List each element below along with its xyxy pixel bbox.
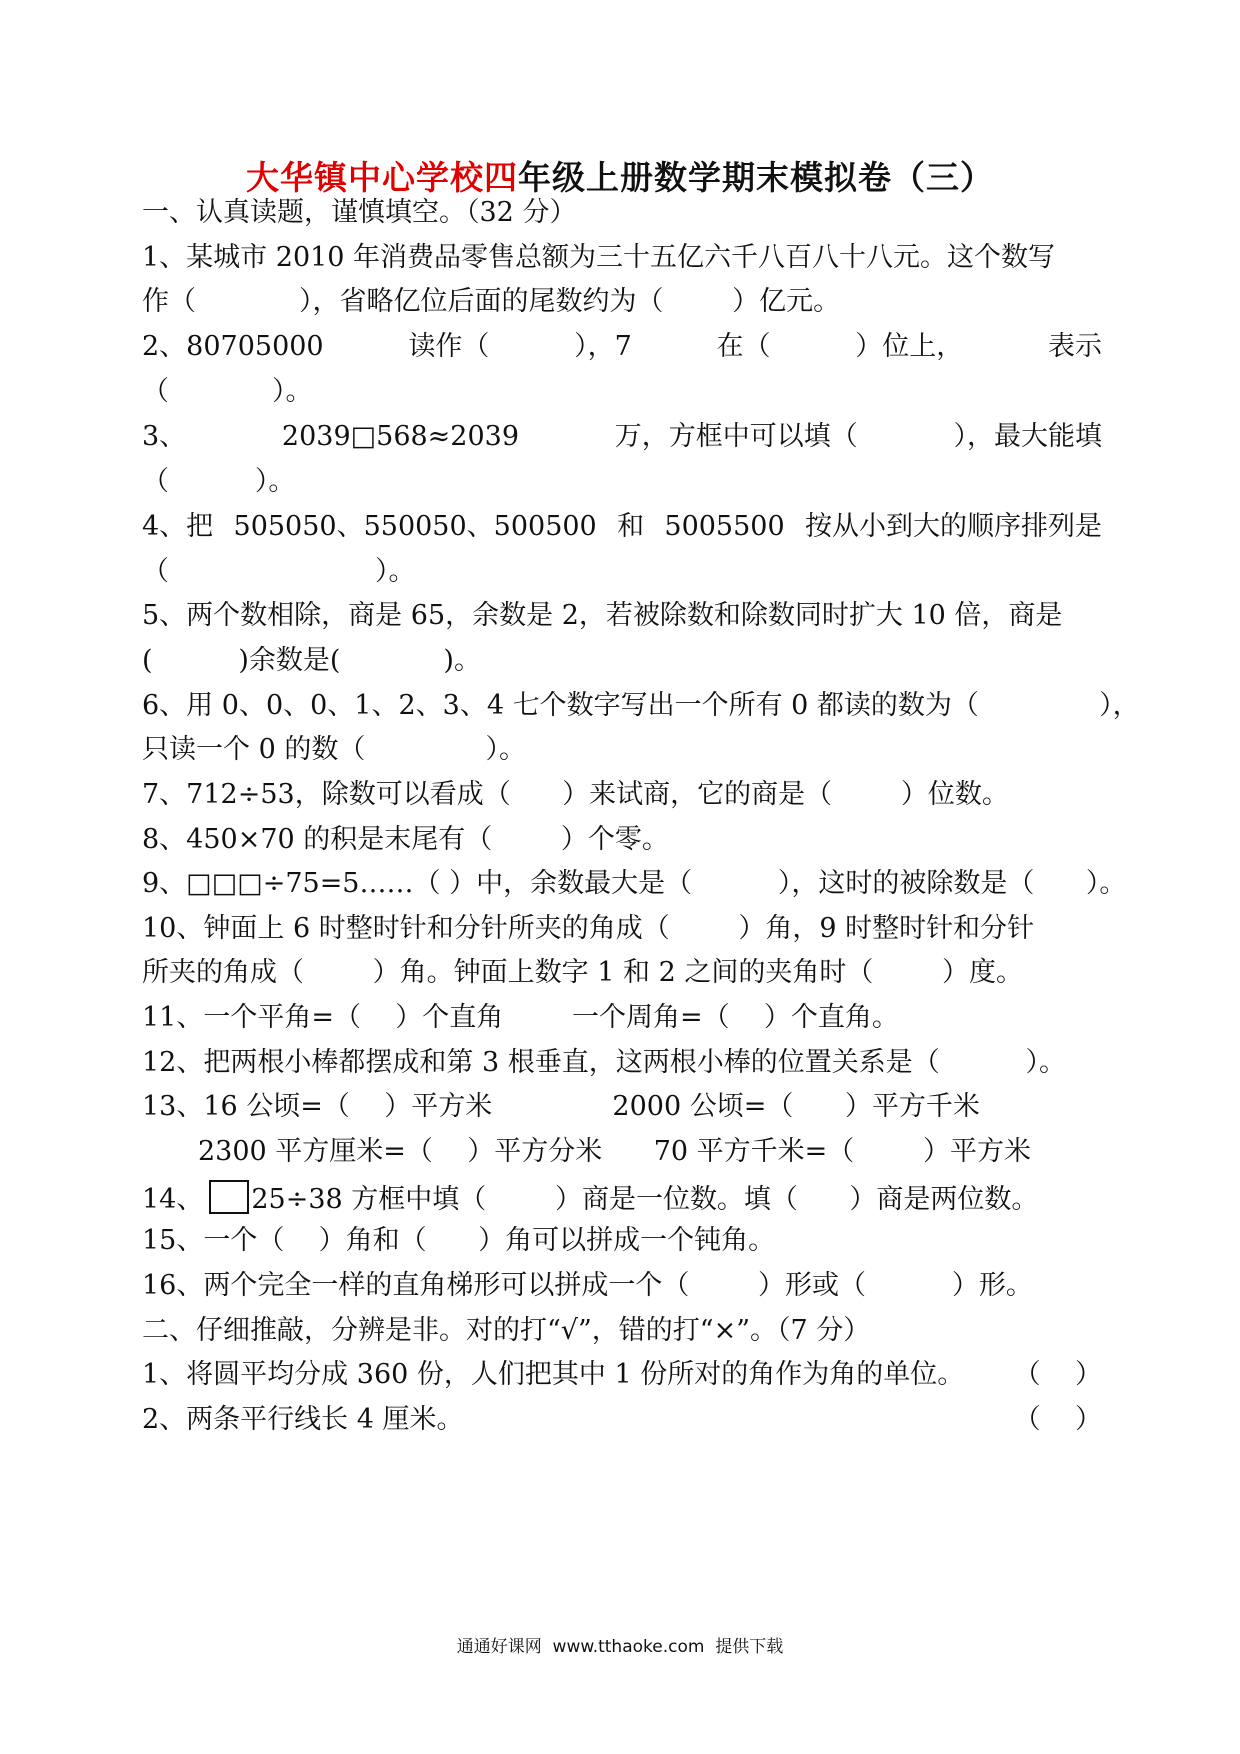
question-7: 7、712÷53，除数可以看成（ ）来试商，它的商是（ ）位数。	[142, 779, 1009, 810]
question-12: 12、把两根小棒都摆成和第 3 根垂直，这两根小棒的位置关系是（ ）。	[142, 1047, 1067, 1078]
q2-part: 读作（	[408, 331, 490, 362]
blank-square-box	[209, 1180, 249, 1214]
question-10-line2: 所夹的角成（ ）角。钟面上数字 1 和 2 之间的夹角时（ ）度。	[142, 957, 1024, 988]
judge-2-text: 2、两条平行线长 4 厘米。	[142, 1404, 464, 1435]
question-6-line2: 只读一个 0 的数（ ）。	[142, 734, 526, 765]
q3-part: ），最大能填	[953, 421, 1102, 452]
judge-1-text: 1、将圆平均分成 360 份，人们把其中 1 份所对的角作为角的单位。	[142, 1359, 965, 1390]
question-5-line2: ( )余数是( )。	[142, 645, 481, 676]
section-heading-judge: 二、仔细推敲，分辨是非。对的打“√”，错的打“×”。（7 分）	[142, 1315, 871, 1346]
question-15: 15、一个（ ）角和（ ）角可以拼成一个钝角。	[142, 1225, 776, 1256]
q2-part: 在（	[716, 331, 771, 362]
question-3-line1	[142, 420, 1102, 454]
question-14	[142, 1180, 1102, 1217]
q14-number: 14、	[142, 1184, 204, 1215]
q2-part: ）位上，	[855, 331, 964, 362]
title-school: 大华镇中心学校四	[246, 158, 518, 197]
judge-2	[142, 1403, 1102, 1437]
question-3-line2: （ ）。	[142, 466, 296, 497]
judge-1-blank: （ ）	[1013, 1359, 1102, 1390]
question-4-line1	[142, 510, 1102, 544]
page-title	[0, 152, 1240, 199]
q3-part: 3、	[142, 421, 187, 452]
question-5-line1: 5、两个数相除，商是 65，余数是 2，若被除数和除数同时扩大 10 倍，商是	[142, 600, 1063, 631]
judge-2-blank: （ ）	[1013, 1404, 1102, 1435]
q4-part: 5005500	[664, 511, 785, 542]
q4-part: 505050、550050、500500	[233, 511, 597, 542]
question-2-line1	[142, 330, 1102, 364]
q3-part: 2039□568≈2039	[281, 421, 520, 452]
question-13-line2: 2300 平方厘米=（ ）平方分米 70 平方千米=（ ）平方米	[198, 1136, 1031, 1167]
q2-part: 表示	[1047, 331, 1102, 362]
q2-part: ），7	[574, 331, 632, 362]
question-13-line1: 13、16 公顷=（ ）平方米 2000 公顷=（ ）平方千米	[142, 1091, 980, 1122]
judge-1	[142, 1358, 1102, 1392]
q4-part: 按从小到大的顺序排列是	[804, 511, 1102, 542]
question-10-line1: 10、钟面上 6 时整时针和分针所夹的角成（ ）角，9 时整时针和分针	[142, 913, 1035, 944]
question-11: 11、一个平角=（ ）个直角 一个周角=（ ）个直角。	[142, 1002, 899, 1033]
q4-part: 4、把	[142, 511, 214, 542]
question-16: 16、两个完全一样的直角梯形可以拼成一个（ ）形或（ ）形。	[142, 1270, 1033, 1301]
title-exam: 年级上册数学期末模拟卷（三）	[518, 158, 994, 197]
question-9: 9、□□□÷75=5……（ ）中，余数最大是（ ），这时的被除数是（ ）。	[142, 868, 1127, 899]
footer-source: 通通好课网 www.tthaoke.com 提供下载	[456, 1637, 784, 1657]
question-1-line1: 1、某城市 2010 年消费品零售总额为三十五亿六千八百八十八元。这个数写	[142, 242, 1056, 273]
question-2-line2: （ ）。	[142, 376, 313, 407]
section-heading-fill: 一、认真读题，谨慎填空。（32 分）	[142, 197, 577, 228]
q14-text: 25÷38 方框中填（ ）商是一位数。填（ ）商是两位数。	[251, 1184, 1039, 1215]
question-8: 8、450×70 的积是末尾有（ ）个零。	[142, 824, 669, 855]
q3-part: 万，方框中可以填（	[614, 421, 858, 452]
question-4-line2: （ ）。	[142, 556, 416, 587]
q2-part: 2、80705000	[142, 331, 324, 362]
question-1-line2: 作（ ），省略亿位后面的尾数约为（ ）亿元。	[142, 286, 841, 317]
q4-part: 和	[617, 511, 645, 542]
question-6-line1: 6、用 0、0、0、1、2、3、4 七个数字写出一个所有 0 都读的数为（ ），	[142, 690, 1140, 721]
